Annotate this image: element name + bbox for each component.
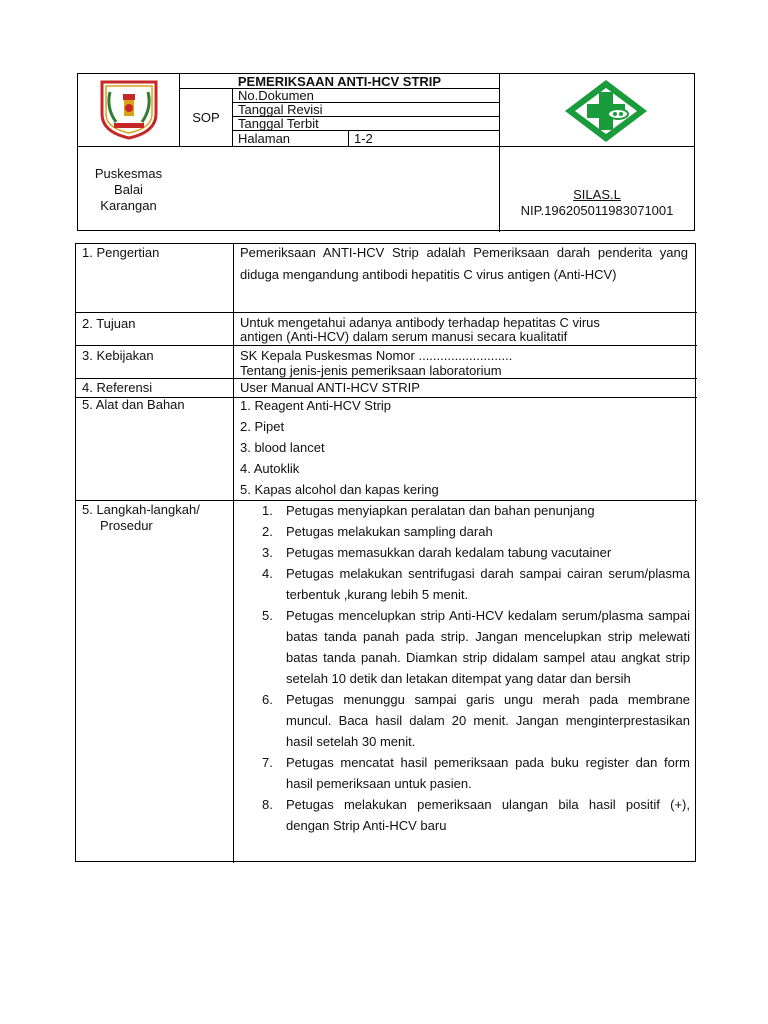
label-line: Prosedur [100,518,153,533]
regional-seal-logo [94,76,164,140]
signer-block [499,187,695,219]
sop-header [77,73,695,231]
list-item [240,794,690,836]
text-line: antigen (Anti-HCV) dalam serum manusi secara kualitatif [240,329,568,344]
list-item: 2. Pipet [240,419,285,434]
meta-label-tanggal-terbit: Tanggal Terbit [238,116,319,131]
org-name-line: Puskesmas [94,166,163,181]
step-text: Petugas mencelupkan strip Anti-HCV kedalam serum/plasma sampai batas tanda panah pada strip. Jangan mencelupkan strip melewati batas tanda panah. Diamkan strip didalam sampel atau angkat strip setelah 10 detik dan letakan ditempat yang datar dan bersih [286,608,690,686]
list-alat-bahan [240,395,688,500]
label-kebijakan: 3. Kebijakan [82,348,154,363]
step-text: Petugas memasukkan darah kedalam tabung vacutainer [286,545,612,560]
text-referensi: User Manual ANTI-HCV STRIP [240,380,420,395]
label-tujuan: 2. Tujuan [82,316,136,331]
document-title: PEMERIKSAAN ANTI-HCV STRIP [237,73,442,89]
meta-label-tanggal-revisi: Tanggal Revisi [238,102,323,117]
list-item [240,563,690,605]
meta-label-no-dokumen: No.Dokumen [238,88,314,103]
puskesmas-logo [561,78,651,144]
text-tujuan [240,316,688,344]
signer-name: SILAS.L [573,187,621,202]
step-number: 4. [262,566,273,581]
text-line: Tentang jenis-jenis pemeriksaan laboratorium [240,363,502,378]
list-item [240,689,690,752]
label-alat-bahan: 5. Alat dan Bahan [82,397,185,412]
text-kebijakan [240,348,688,378]
step-number: 3. [262,545,273,560]
step-number: 6. [262,692,273,707]
meta-value-halaman: 1-2 [354,131,373,146]
label-pengertian: 1. Pengertian [82,245,160,260]
list-item: 4. Autoklik [240,461,300,476]
step-text: Petugas menyiapkan peralatan dan bahan penunjang [286,503,595,518]
meta-label-halaman: Halaman [238,131,291,146]
list-item [240,752,690,794]
step-text: Petugas mencatat hasil pemeriksaan pada buku register dan form hasil pemeriksaan untuk pasien. [286,755,690,791]
label-line: 5. Langkah-langkah/ [82,502,200,517]
list-item: 1. Reagent Anti-HCV Strip [240,398,392,413]
procedure-steps [240,500,690,836]
step-number: 2. [262,524,273,539]
label-referensi: 4. Referensi [82,380,153,395]
step-text: Petugas melakukan sentrifugasi darah sampai cairan serum/plasma terbentuk ,kurang lebih 5 menit. [286,566,690,602]
org-name [78,166,179,214]
text-line: Untuk mengetahui adanya antibody terhadap hepatitas C virus [240,315,600,330]
list-item: 5. Kapas alcohol dan kapas kering [240,482,439,497]
org-name-line: Balai [114,182,143,197]
text-line: SK Kepala Puskesmas Nomor .......................... [240,348,513,363]
step-text: Petugas menunggu sampai garis ungu merah pada membrane muncul. Baca hasil dalam 20 menit. Jangan menginterprestasikan hasil setelah 30 menit. [286,692,690,749]
list-item [240,500,690,521]
sop-body-table [75,243,696,862]
label-prosedur [82,502,200,534]
list-item [240,521,690,542]
sop-label: SOP [192,110,220,125]
list-item: 3. blood lancet [240,440,325,455]
step-number: 5. [262,608,273,623]
step-text: Petugas melakukan sampling darah [286,524,493,539]
step-number: 7. [262,755,273,770]
step-number: 8. [262,797,273,812]
list-item [240,605,690,689]
org-name-line: Karangan [100,198,157,213]
list-item [240,542,690,563]
signer-nip: NIP.196205011983071001 [520,203,674,218]
step-number: 1. [262,503,273,518]
text-pengertian: Pemeriksaan ANTI-HCV Strip adalah Pemeriksaan darah penderita yang diduga mengandung antibodi hepatitis C virus antigen (Anti-HCV) [240,245,688,282]
step-text: Petugas melakukan pemeriksaan ulangan bila hasil positif (+), dengan Strip Anti-HCV baru [286,797,690,833]
